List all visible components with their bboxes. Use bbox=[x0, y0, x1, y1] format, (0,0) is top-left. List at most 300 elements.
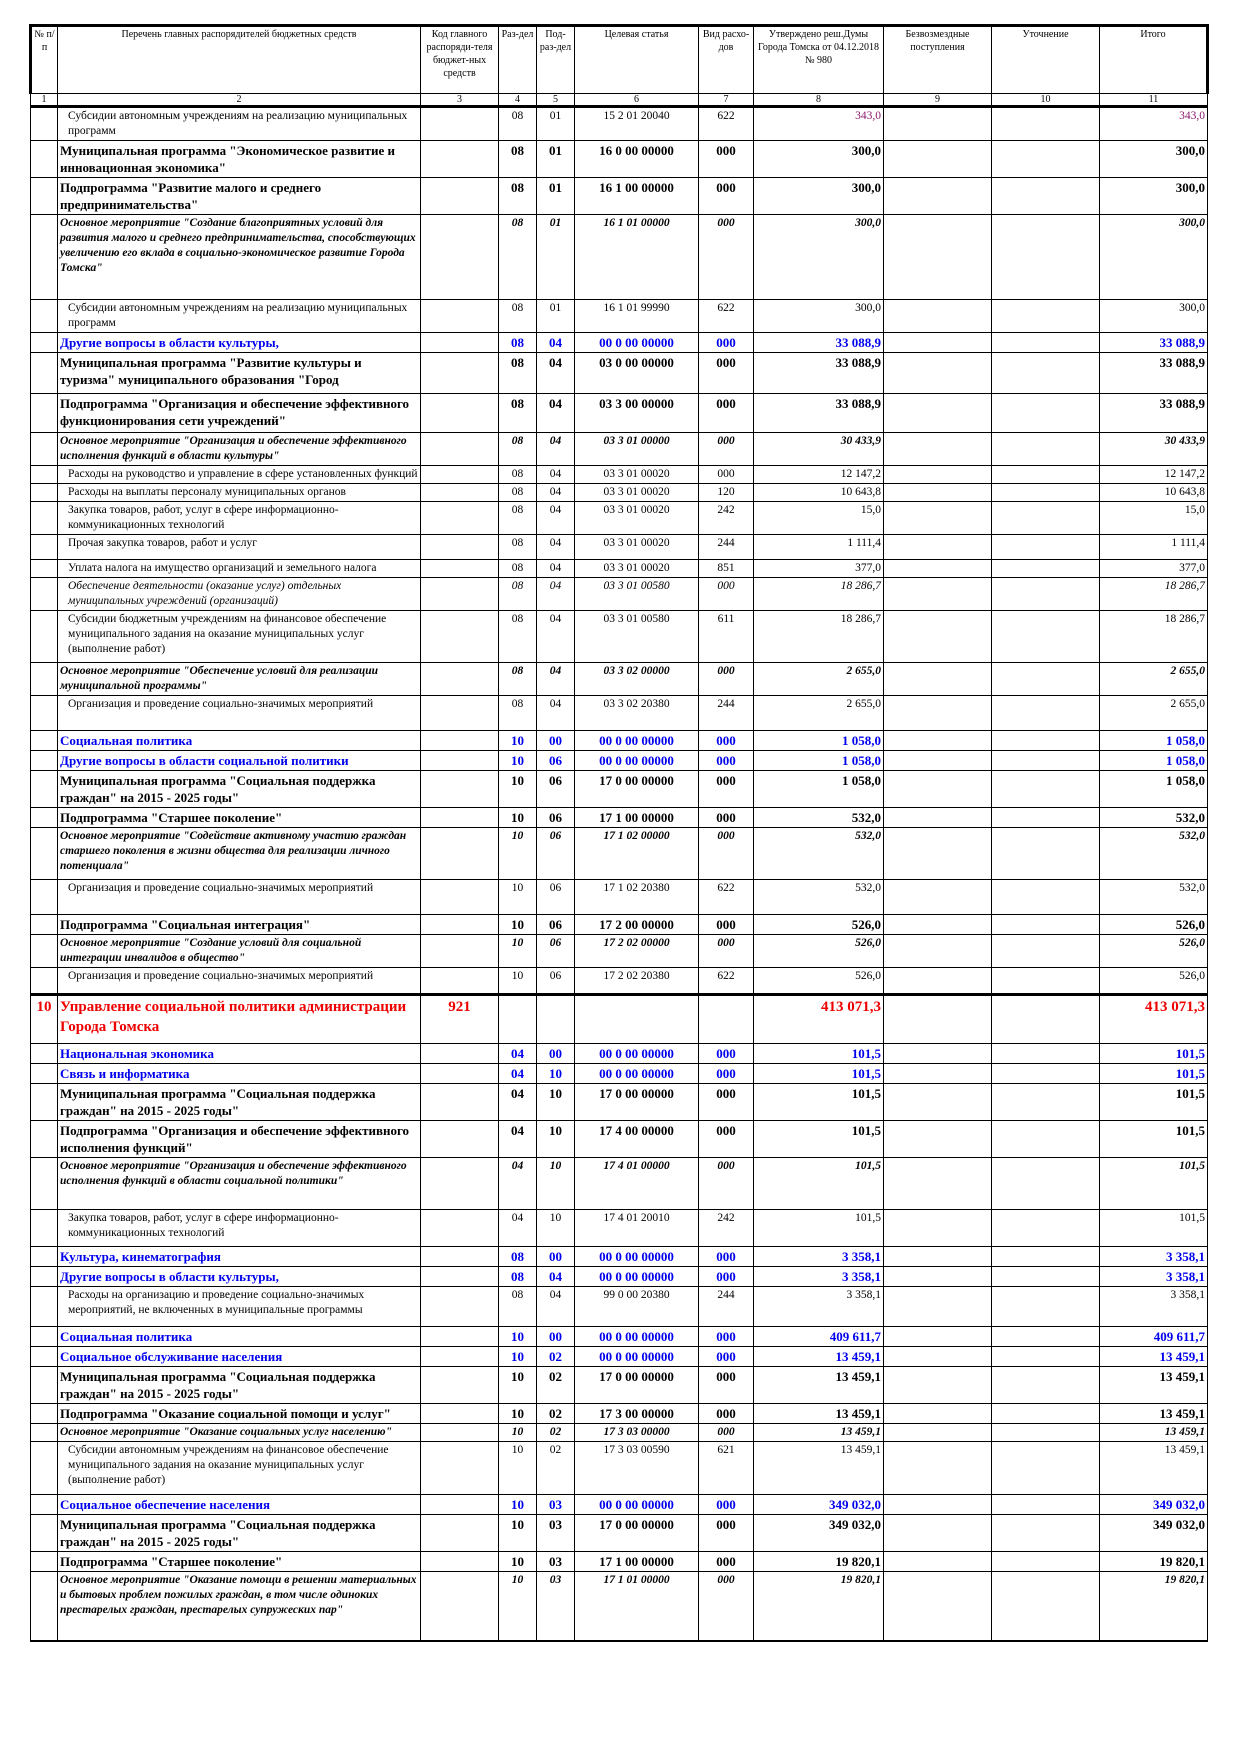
row-approved-amount: 33 088,9 bbox=[754, 353, 884, 394]
row-number bbox=[31, 141, 58, 178]
row-total-amount: 3 358,1 bbox=[1100, 1267, 1208, 1287]
row-total-amount: 409 611,7 bbox=[1100, 1327, 1208, 1347]
row-name: Другие вопросы в области социальной политики bbox=[58, 751, 421, 771]
row-name: Социальная политика bbox=[58, 1327, 421, 1347]
row-total-amount: 300,0 bbox=[1100, 300, 1208, 333]
row-expense-kind: 000 bbox=[699, 394, 754, 433]
row-grants bbox=[884, 1210, 992, 1247]
table-row bbox=[31, 1442, 1208, 1495]
row-grants bbox=[884, 1247, 992, 1267]
row-grants bbox=[884, 1495, 992, 1515]
row-total-amount: 13 459,1 bbox=[1100, 1347, 1208, 1367]
row-target-article: 00 0 00 00000 bbox=[575, 1267, 699, 1287]
row-total-amount: 101,5 bbox=[1100, 1064, 1208, 1084]
table-row bbox=[31, 578, 1208, 611]
row-section: 08 bbox=[499, 394, 537, 433]
row-admin-code bbox=[421, 141, 499, 178]
row-total-amount: 526,0 bbox=[1100, 968, 1208, 995]
row-total-amount: 101,5 bbox=[1100, 1084, 1208, 1121]
row-number bbox=[31, 1084, 58, 1121]
table-row bbox=[31, 1158, 1208, 1210]
row-section: 10 bbox=[499, 1424, 537, 1442]
row-subsection: 00 bbox=[537, 1327, 575, 1347]
row-grants bbox=[884, 935, 992, 968]
row-target-article: 17 1 01 00000 bbox=[575, 1572, 699, 1642]
row-adjustment bbox=[992, 1552, 1100, 1572]
row-name: Другие вопросы в области культуры, bbox=[58, 1267, 421, 1287]
column-number: 7 bbox=[699, 94, 754, 107]
row-section: 08 bbox=[499, 663, 537, 696]
row-section: 04 bbox=[499, 1210, 537, 1247]
row-target-article: 16 0 00 00000 bbox=[575, 141, 699, 178]
row-grants bbox=[884, 731, 992, 751]
row-approved-amount: 33 088,9 bbox=[754, 333, 884, 353]
row-admin-code bbox=[421, 808, 499, 828]
row-number bbox=[31, 1210, 58, 1247]
row-total-amount: 101,5 bbox=[1100, 1210, 1208, 1247]
row-adjustment bbox=[992, 1327, 1100, 1347]
row-target-article: 00 0 00 00000 bbox=[575, 1044, 699, 1064]
table-row bbox=[31, 1552, 1208, 1572]
row-section: 10 bbox=[499, 1327, 537, 1347]
row-approved-amount: 300,0 bbox=[754, 141, 884, 178]
row-adjustment bbox=[992, 484, 1100, 502]
row-subsection: 10 bbox=[537, 1064, 575, 1084]
row-total-amount: 33 088,9 bbox=[1100, 353, 1208, 394]
row-admin-code bbox=[421, 1287, 499, 1327]
row-grants bbox=[884, 1367, 992, 1404]
row-subsection: 06 bbox=[537, 751, 575, 771]
row-number bbox=[31, 178, 58, 215]
row-approved-amount: 15,0 bbox=[754, 502, 884, 535]
row-section: 10 bbox=[499, 751, 537, 771]
row-admin-code bbox=[421, 484, 499, 502]
row-admin-code bbox=[421, 535, 499, 560]
row-expense-kind: 622 bbox=[699, 107, 754, 141]
row-grants bbox=[884, 968, 992, 995]
row-adjustment bbox=[992, 1515, 1100, 1552]
row-expense-kind: 000 bbox=[699, 663, 754, 696]
row-section: 10 bbox=[499, 1442, 537, 1495]
row-section: 04 bbox=[499, 1158, 537, 1210]
row-approved-amount: 18 286,7 bbox=[754, 611, 884, 663]
row-name: Основное мероприятие "Содействие активному участию граждан старшего поколения в жизни общества для реализации личного потенциала" bbox=[58, 828, 421, 880]
row-admin-code bbox=[421, 1267, 499, 1287]
row-name: Муниципальная программа "Развитие культуры и туризма" муниципального образования "Город bbox=[58, 353, 421, 394]
row-total-amount: 30 433,9 bbox=[1100, 433, 1208, 466]
row-target-article: 17 3 03 00000 bbox=[575, 1424, 699, 1442]
row-name: Организация и проведение социально-значимых мероприятий bbox=[58, 968, 421, 995]
row-number bbox=[31, 1367, 58, 1404]
row-number bbox=[31, 880, 58, 915]
row-section: 10 bbox=[499, 935, 537, 968]
row-name: Субсидии автономным учреждениям на реализацию муниципальных программ bbox=[58, 107, 421, 141]
table-row bbox=[31, 731, 1208, 751]
row-target-article: 17 1 00 00000 bbox=[575, 808, 699, 828]
row-total-amount: 300,0 bbox=[1100, 141, 1208, 178]
row-target-article: 00 0 00 00000 bbox=[575, 1064, 699, 1084]
row-target-article: 17 1 02 20380 bbox=[575, 880, 699, 915]
row-subsection: 06 bbox=[537, 771, 575, 808]
row-admin-code bbox=[421, 1424, 499, 1442]
row-subsection: 01 bbox=[537, 300, 575, 333]
header-approved: Утверждено реш.Думы Города Томска от 04.12.2018 № 980 bbox=[754, 26, 884, 94]
row-section: 08 bbox=[499, 1287, 537, 1327]
row-number bbox=[31, 828, 58, 880]
row-admin-code bbox=[421, 1347, 499, 1367]
row-admin-code bbox=[421, 1121, 499, 1158]
row-section: 10 bbox=[499, 1367, 537, 1404]
row-section: 10 bbox=[499, 1495, 537, 1515]
row-name: Основное мероприятие "Обеспечение условий для реализации муниципальной программы" bbox=[58, 663, 421, 696]
row-admin-code bbox=[421, 178, 499, 215]
row-expense-kind: 000 bbox=[699, 1267, 754, 1287]
row-expense-kind: 000 bbox=[699, 141, 754, 178]
row-name: Расходы на руководство и управление в сфере установленных функций bbox=[58, 466, 421, 484]
row-adjustment bbox=[992, 535, 1100, 560]
row-grants bbox=[884, 502, 992, 535]
row-name: Связь и информатика bbox=[58, 1064, 421, 1084]
table-row bbox=[31, 995, 1208, 1044]
row-section: 04 bbox=[499, 1121, 537, 1158]
row-subsection: 00 bbox=[537, 731, 575, 751]
row-adjustment bbox=[992, 178, 1100, 215]
row-target-article: 17 0 00 00000 bbox=[575, 1515, 699, 1552]
row-subsection: 04 bbox=[537, 394, 575, 433]
row-total-amount: 101,5 bbox=[1100, 1044, 1208, 1064]
row-section: 08 bbox=[499, 466, 537, 484]
header-code: Код главного распоряди-теля бюджет-ных средств bbox=[421, 26, 499, 94]
row-expense-kind: 000 bbox=[699, 1247, 754, 1267]
row-subsection: 04 bbox=[537, 433, 575, 466]
row-number bbox=[31, 751, 58, 771]
row-expense-kind: 242 bbox=[699, 502, 754, 535]
row-section: 04 bbox=[499, 1084, 537, 1121]
row-target-article: 03 3 01 00020 bbox=[575, 484, 699, 502]
row-number bbox=[31, 560, 58, 578]
row-admin-code bbox=[421, 1247, 499, 1267]
row-adjustment bbox=[992, 1442, 1100, 1495]
row-adjustment bbox=[992, 1287, 1100, 1327]
row-target-article: 03 3 01 00000 bbox=[575, 433, 699, 466]
row-adjustment bbox=[992, 502, 1100, 535]
row-admin-code bbox=[421, 1367, 499, 1404]
row-section: 08 bbox=[499, 433, 537, 466]
row-grants bbox=[884, 915, 992, 935]
table-row bbox=[31, 353, 1208, 394]
row-target-article: 16 1 00 00000 bbox=[575, 178, 699, 215]
row-approved-amount: 413 071,3 bbox=[754, 995, 884, 1044]
row-expense-kind: 120 bbox=[699, 484, 754, 502]
row-approved-amount: 300,0 bbox=[754, 178, 884, 215]
table-body bbox=[31, 94, 1208, 1642]
row-admin-code bbox=[421, 578, 499, 611]
row-grants bbox=[884, 1442, 992, 1495]
row-section: 08 bbox=[499, 215, 537, 300]
row-subsection: 01 bbox=[537, 178, 575, 215]
row-subsection: 04 bbox=[537, 696, 575, 731]
row-section: 08 bbox=[499, 484, 537, 502]
row-approved-amount: 532,0 bbox=[754, 828, 884, 880]
header-section: Раз-дел bbox=[499, 26, 537, 94]
header-kind: Вид расхо-дов bbox=[699, 26, 754, 94]
row-target-article: 00 0 00 00000 bbox=[575, 1347, 699, 1367]
column-number: 10 bbox=[992, 94, 1100, 107]
row-adjustment bbox=[992, 1424, 1100, 1442]
row-approved-amount: 1 058,0 bbox=[754, 731, 884, 751]
row-number bbox=[31, 1442, 58, 1495]
row-subsection: 04 bbox=[537, 560, 575, 578]
row-name: Муниципальная программа "Социальная поддержка граждан" на 2015 - 2025 годы" bbox=[58, 771, 421, 808]
row-number bbox=[31, 215, 58, 300]
row-expense-kind: 000 bbox=[699, 466, 754, 484]
row-approved-amount: 30 433,9 bbox=[754, 433, 884, 466]
row-section: 10 bbox=[499, 915, 537, 935]
row-adjustment bbox=[992, 915, 1100, 935]
row-grants bbox=[884, 1267, 992, 1287]
row-target-article: 16 1 01 99990 bbox=[575, 300, 699, 333]
row-admin-code bbox=[421, 1210, 499, 1247]
column-number: 8 bbox=[754, 94, 884, 107]
row-name: Основное мероприятие "Создание условий для социальной интеграции инвалидов в общество" bbox=[58, 935, 421, 968]
row-expense-kind: 000 bbox=[699, 731, 754, 751]
row-grants bbox=[884, 1287, 992, 1327]
row-subsection: 04 bbox=[537, 333, 575, 353]
row-adjustment bbox=[992, 433, 1100, 466]
row-subsection: 10 bbox=[537, 1084, 575, 1121]
row-admin-code bbox=[421, 300, 499, 333]
row-number bbox=[31, 696, 58, 731]
row-admin-code bbox=[421, 1572, 499, 1642]
row-name: Субсидии бюджетным учреждениям на финансовое обеспечение муниципального задания на оказание муниципальных услуг (выполнение работ) bbox=[58, 611, 421, 663]
row-target-article: 17 2 02 00000 bbox=[575, 935, 699, 968]
row-name: Основное мероприятие "Оказание помощи в решении материальных и бытовых проблем пожилых граждан, в том числе одиноких престарелых граждан, престарелых супружеских пар" bbox=[58, 1572, 421, 1642]
row-admin-code bbox=[421, 1044, 499, 1064]
row-adjustment bbox=[992, 1158, 1100, 1210]
row-adjustment bbox=[992, 1404, 1100, 1424]
row-grants bbox=[884, 696, 992, 731]
row-expense-kind: 244 bbox=[699, 1287, 754, 1327]
row-expense-kind: 000 bbox=[699, 915, 754, 935]
row-name: Закупка товаров, работ, услуг в сфере информационно-коммуникационных технологий bbox=[58, 502, 421, 535]
row-grants bbox=[884, 484, 992, 502]
row-name: Подпрограмма "Развитие малого и среднего предпринимательства" bbox=[58, 178, 421, 215]
row-expense-kind: 000 bbox=[699, 1404, 754, 1424]
row-number bbox=[31, 578, 58, 611]
header-subsection: Под-раз-дел bbox=[537, 26, 575, 94]
row-target-article: 15 2 01 20040 bbox=[575, 107, 699, 141]
row-section: 08 bbox=[499, 1267, 537, 1287]
table-row bbox=[31, 1247, 1208, 1267]
row-subsection: 03 bbox=[537, 1572, 575, 1642]
row-number bbox=[31, 1044, 58, 1064]
row-expense-kind: 244 bbox=[699, 535, 754, 560]
row-subsection: 01 bbox=[537, 141, 575, 178]
row-adjustment bbox=[992, 1210, 1100, 1247]
row-name: Подпрограмма "Старшее поколение" bbox=[58, 808, 421, 828]
row-adjustment bbox=[992, 751, 1100, 771]
row-target-article: 16 1 01 00000 bbox=[575, 215, 699, 300]
table-row bbox=[31, 1515, 1208, 1552]
row-total-amount: 13 459,1 bbox=[1100, 1424, 1208, 1442]
row-adjustment bbox=[992, 696, 1100, 731]
row-number bbox=[31, 1327, 58, 1347]
row-target-article: 17 0 00 00000 bbox=[575, 1367, 699, 1404]
row-approved-amount: 1 058,0 bbox=[754, 751, 884, 771]
row-section: 08 bbox=[499, 611, 537, 663]
row-approved-amount: 3 358,1 bbox=[754, 1287, 884, 1327]
row-section: 10 bbox=[499, 968, 537, 995]
column-numbers-row bbox=[31, 94, 1208, 107]
table-row bbox=[31, 300, 1208, 333]
row-name: Основное мероприятие "Создание благоприятных условий для развития малого и среднего предпринимательства, способствующих увеличению его вклада в социально-экономическое развитие Города Томска" bbox=[58, 215, 421, 300]
row-expense-kind: 000 bbox=[699, 935, 754, 968]
table-row bbox=[31, 1044, 1208, 1064]
row-admin-code bbox=[421, 353, 499, 394]
row-total-amount: 19 820,1 bbox=[1100, 1572, 1208, 1642]
row-subsection: 06 bbox=[537, 808, 575, 828]
row-total-amount: 377,0 bbox=[1100, 560, 1208, 578]
row-expense-kind: 244 bbox=[699, 696, 754, 731]
row-adjustment bbox=[992, 828, 1100, 880]
row-admin-code bbox=[421, 751, 499, 771]
row-admin-code bbox=[421, 394, 499, 433]
row-approved-amount: 377,0 bbox=[754, 560, 884, 578]
row-expense-kind: 000 bbox=[699, 1121, 754, 1158]
row-subsection: 04 bbox=[537, 578, 575, 611]
row-grants bbox=[884, 1158, 992, 1210]
row-adjustment bbox=[992, 1084, 1100, 1121]
row-number bbox=[31, 1404, 58, 1424]
row-grants bbox=[884, 394, 992, 433]
row-target-article bbox=[575, 995, 699, 1044]
row-name: Подпрограмма "Оказание социальной помощи и услуг" bbox=[58, 1404, 421, 1424]
row-subsection: 04 bbox=[537, 466, 575, 484]
row-number bbox=[31, 466, 58, 484]
row-subsection: 02 bbox=[537, 1442, 575, 1495]
row-subsection: 04 bbox=[537, 1287, 575, 1327]
row-section: 08 bbox=[499, 333, 537, 353]
row-adjustment bbox=[992, 663, 1100, 696]
row-subsection: 04 bbox=[537, 1267, 575, 1287]
row-subsection: 06 bbox=[537, 968, 575, 995]
row-number bbox=[31, 1121, 58, 1158]
row-target-article: 17 4 01 20010 bbox=[575, 1210, 699, 1247]
header-num: № п/п bbox=[31, 26, 58, 94]
table-row bbox=[31, 1495, 1208, 1515]
row-subsection: 02 bbox=[537, 1367, 575, 1404]
row-grants bbox=[884, 1121, 992, 1158]
row-adjustment bbox=[992, 731, 1100, 751]
row-name: Подпрограмма "Социальная интеграция" bbox=[58, 915, 421, 935]
table-row bbox=[31, 696, 1208, 731]
row-admin-code bbox=[421, 1084, 499, 1121]
table-row bbox=[31, 1084, 1208, 1121]
row-admin-code bbox=[421, 731, 499, 751]
column-number: 11 bbox=[1100, 94, 1208, 107]
row-adjustment bbox=[992, 560, 1100, 578]
row-subsection: 06 bbox=[537, 915, 575, 935]
row-section: 10 bbox=[499, 808, 537, 828]
row-approved-amount: 19 820,1 bbox=[754, 1572, 884, 1642]
row-approved-amount: 3 358,1 bbox=[754, 1267, 884, 1287]
row-admin-code bbox=[421, 828, 499, 880]
row-section: 08 bbox=[499, 696, 537, 731]
row-section: 08 bbox=[499, 535, 537, 560]
row-target-article: 00 0 00 00000 bbox=[575, 751, 699, 771]
row-number bbox=[31, 1347, 58, 1367]
row-expense-kind: 851 bbox=[699, 560, 754, 578]
table-row bbox=[31, 1210, 1208, 1247]
row-grants bbox=[884, 535, 992, 560]
row-subsection: 10 bbox=[537, 1210, 575, 1247]
row-expense-kind: 000 bbox=[699, 1572, 754, 1642]
row-admin-code bbox=[421, 915, 499, 935]
table-row bbox=[31, 1367, 1208, 1404]
column-number: 4 bbox=[499, 94, 537, 107]
row-subsection: 02 bbox=[537, 1424, 575, 1442]
row-adjustment bbox=[992, 1064, 1100, 1084]
row-name: Муниципальная программа "Социальная поддержка граждан" на 2015 - 2025 годы" bbox=[58, 1084, 421, 1121]
row-name: Культура, кинематография bbox=[58, 1247, 421, 1267]
row-expense-kind: 611 bbox=[699, 611, 754, 663]
column-number: 2 bbox=[58, 94, 421, 107]
row-subsection: 10 bbox=[537, 1158, 575, 1210]
row-target-article: 03 3 01 00020 bbox=[575, 560, 699, 578]
row-number bbox=[31, 1424, 58, 1442]
row-section: 08 bbox=[499, 560, 537, 578]
row-section: 10 bbox=[499, 880, 537, 915]
row-total-amount: 413 071,3 bbox=[1100, 995, 1208, 1044]
row-expense-kind: 000 bbox=[699, 828, 754, 880]
row-expense-kind: 000 bbox=[699, 178, 754, 215]
row-approved-amount: 3 358,1 bbox=[754, 1247, 884, 1267]
row-approved-amount: 300,0 bbox=[754, 215, 884, 300]
row-number bbox=[31, 1158, 58, 1210]
row-total-amount: 2 655,0 bbox=[1100, 696, 1208, 731]
row-expense-kind: 000 bbox=[699, 1158, 754, 1210]
row-name: Основное мероприятие "Оказание социальных услуг населению" bbox=[58, 1424, 421, 1442]
row-target-article: 03 3 01 00020 bbox=[575, 502, 699, 535]
row-number bbox=[31, 535, 58, 560]
row-adjustment bbox=[992, 1347, 1100, 1367]
row-grants bbox=[884, 433, 992, 466]
row-number bbox=[31, 808, 58, 828]
row-section: 10 bbox=[499, 828, 537, 880]
row-subsection: 10 bbox=[537, 1121, 575, 1158]
table-row bbox=[31, 1064, 1208, 1084]
row-section: 04 bbox=[499, 1064, 537, 1084]
row-name: Муниципальная программа "Социальная поддержка граждан" на 2015 - 2025 годы" bbox=[58, 1515, 421, 1552]
row-number bbox=[31, 484, 58, 502]
row-admin-code bbox=[421, 1064, 499, 1084]
table-row bbox=[31, 535, 1208, 560]
row-approved-amount: 18 286,7 bbox=[754, 578, 884, 611]
row-approved-amount: 101,5 bbox=[754, 1210, 884, 1247]
row-target-article: 00 0 00 00000 bbox=[575, 1495, 699, 1515]
row-total-amount: 13 459,1 bbox=[1100, 1442, 1208, 1495]
row-admin-code bbox=[421, 1442, 499, 1495]
row-expense-kind: 000 bbox=[699, 1552, 754, 1572]
row-admin-code bbox=[421, 935, 499, 968]
row-grants bbox=[884, 141, 992, 178]
row-subsection: 06 bbox=[537, 935, 575, 968]
row-approved-amount: 532,0 bbox=[754, 880, 884, 915]
row-expense-kind: 000 bbox=[699, 1064, 754, 1084]
row-approved-amount: 409 611,7 bbox=[754, 1327, 884, 1347]
row-approved-amount: 532,0 bbox=[754, 808, 884, 828]
row-target-article: 00 0 00 00000 bbox=[575, 1327, 699, 1347]
